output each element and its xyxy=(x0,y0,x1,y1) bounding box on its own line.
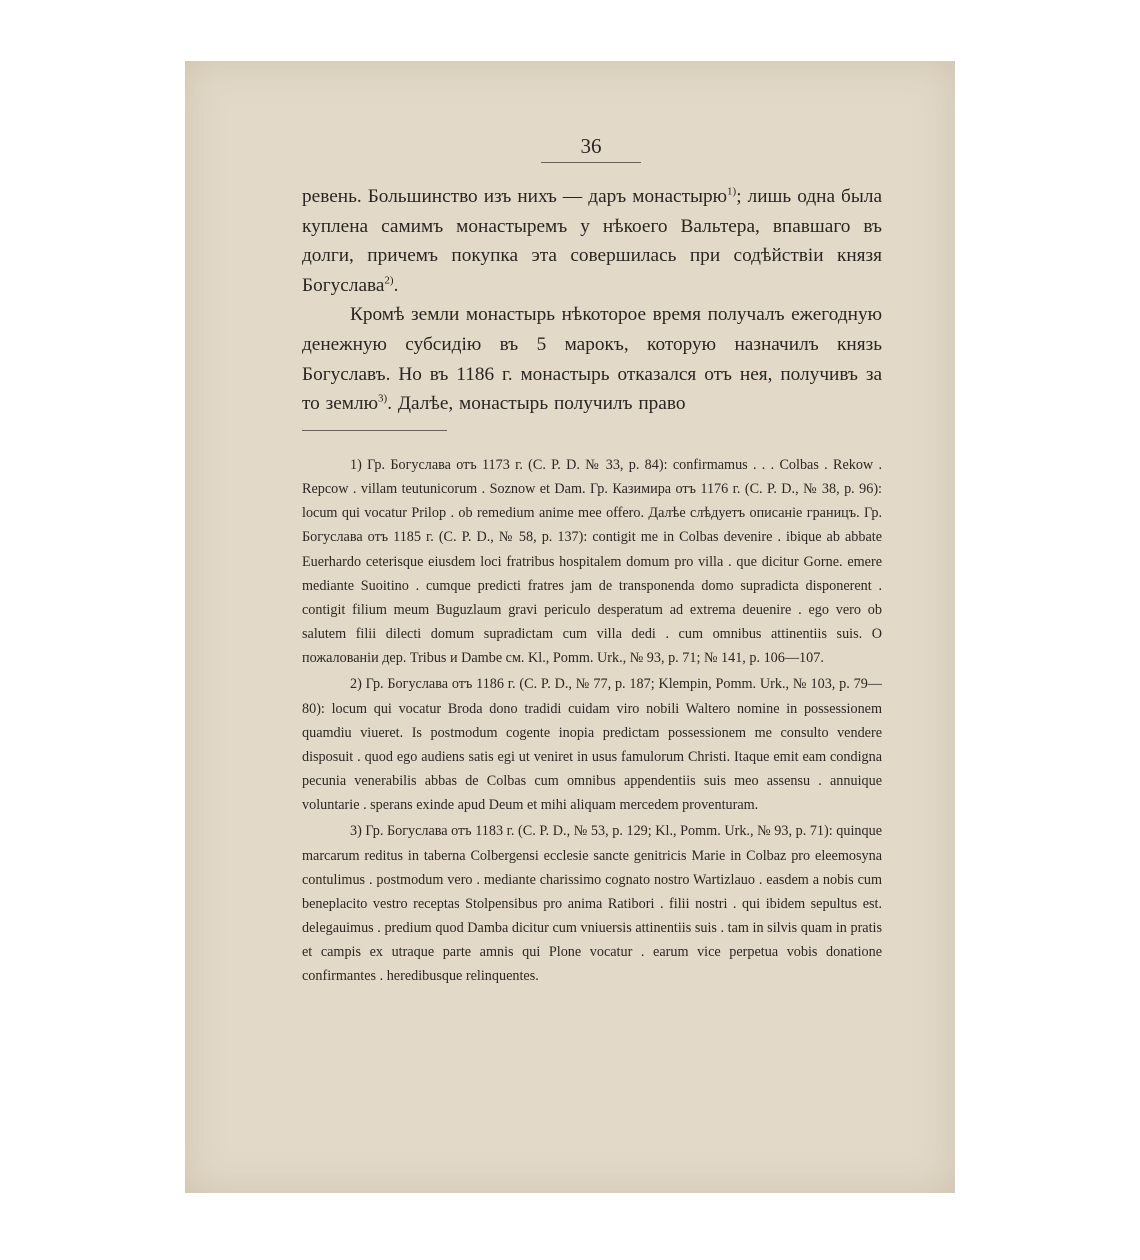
footnotes xyxy=(302,453,882,988)
paragraph-2-text: Кромѣ земли монастырь нѣкоторое время получалъ ежегодную денежную субсидію въ 5 марокъ, которую назначилъ князь Богуславъ. Но въ 1186 г. монастырь отказался отъ нея, получивъ за то землю xyxy=(302,304,882,415)
footnote-ref-2: 2) xyxy=(384,274,394,287)
paragraph-1-text: ревень. Большинство изъ нихъ — даръ монастырю xyxy=(302,186,728,207)
page-number: 36 xyxy=(541,134,641,163)
footnote-ref-3: 3) xyxy=(378,392,388,405)
footnote-1: 1) Гр. Богуслава отъ 1173 г. (С. Р. D. № 33, р. 84): confirmamus . . . Colbas . Rekow . Repcow . villam teutunicorum . Soznow et Dam. Гр. Казимира отъ 1176 г. (C. P. D., № 38, p. 96): locum qui vocatur Prilop . ob remedium anime mee offero. Далѣе слѣдуетъ описаніе границъ. Гр. Богуслава отъ 1185 г. (C. P. D., № 58, p. 137): contigit me in Colbas devenire . ibique ab abbate Euerhardo ceterisque eiusdem loci fratribus hospitalem domum pro villa . que dicitur Gorne. emere mediante Suoitino . cumque predicti fratres jam de transponenda domo supradicta disponerent . contigit filium meum Buguzlaum gravi periculo desperatum ad extrema deuenire . ego vero ob salutem filii dilecti domum supradictam cum villa dedi . cum omnibus attinentiis suis. О пожалованіи дер. Tribus и Dambe см. Kl., Pomm. Urk., № 93, p. 71; № 141, p. 106—107. xyxy=(302,457,882,667)
footnote-ref-1: 1) xyxy=(727,185,737,198)
paragraph-1-text-mid: ; лишь одна была куплена самимъ монастыремъ у нѣкоего Вальтера, впавшаго въ долги, причемъ покупка эта совершилась при содѣйствіи князя Богуслава xyxy=(302,186,882,296)
paragraph-2 xyxy=(302,300,882,418)
main-text xyxy=(302,182,882,419)
paragraph-2-text-end: . Далѣе, монастырь получилъ право xyxy=(387,393,686,415)
footnote-separator xyxy=(302,430,447,431)
footnote-3: 3) Гр. Богуслава отъ 1183 г. (C. P. D., № 53, p. 129; Kl., Pomm. Urk., № 93, p. 71): quinque marcarum reditus in taberna Colbergensi ecclesie sancte genitricis Marie in Colbaz pro eleemosyna contulimus . postmodum vero . mediante charissimo cognato nostro Wartizlauo . easdem a nobis cum beneplacito vestro receptas Stolpensibus pro anima Ratibori . filii nostri . qui ibidem sepultus est. delegauimus . predium quod Damba dicitur cum vniuersis attinentiis suis . tam in silvis quam in pratis et campis ex utraque parte amnis qui Plone vocatur . earum vice perpetua vobis donatione confirmantes . heredibusque relinquentes. xyxy=(302,823,882,985)
footnote-2: 2) Гр. Богуслава отъ 1186 г. (C. P. D., № 77, p. 187; Klempin, Pomm. Urk., № 103, p. 79—80): locum qui vocatur Broda dono tradidi cuidam viro nobili Waltero nomine in possessionem quamdiu viueret. Is postmodum cogente inopia predictam possessionem me consulto vendere disposuit . quod ego audiens satis egi ut veniret in usus famulorum Christi. Itaque emit eam condigna pecunia venerabilis abbas de Colbas cum omnibus appendentiis suis meo assensu . annuique voluntarie . sperans exinde apud Deum et mihi aliquam mercedem proventuram. xyxy=(302,676,882,814)
paragraph-1 xyxy=(302,182,882,300)
paragraph-1-text-end: . xyxy=(393,274,399,296)
